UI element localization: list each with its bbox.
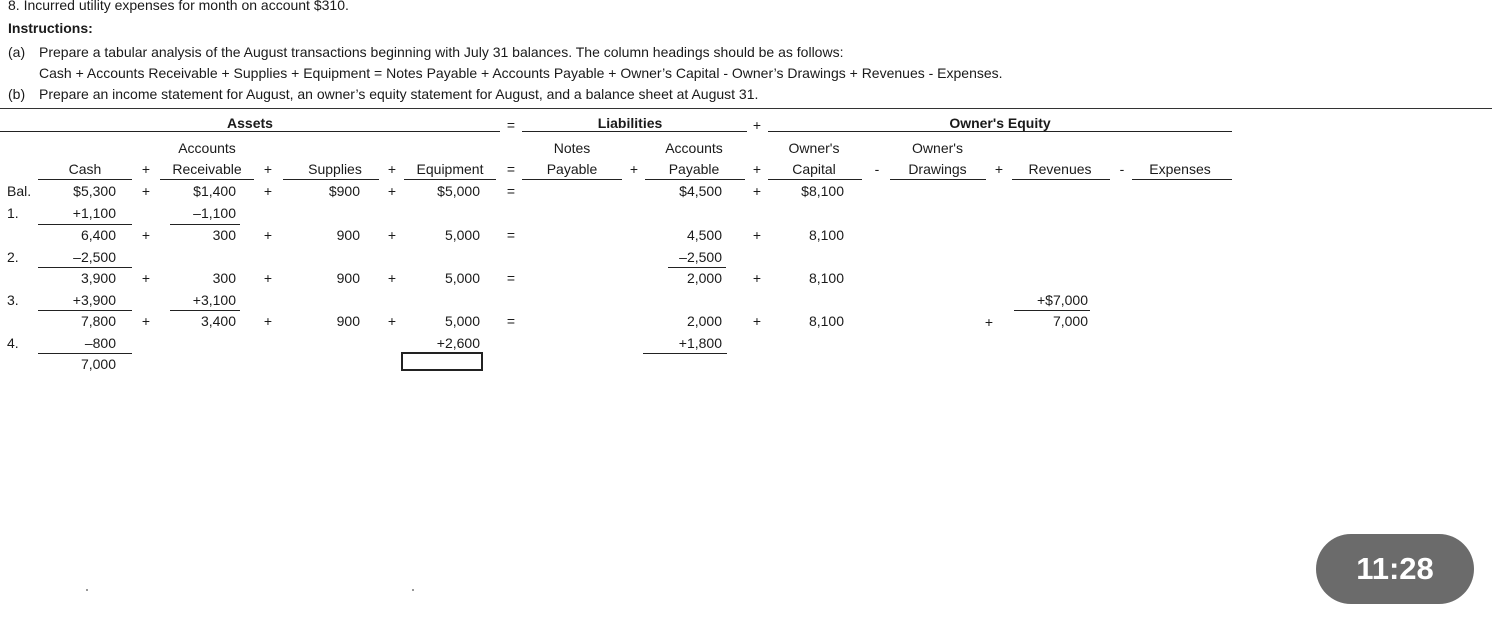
col-np-underline	[522, 179, 622, 180]
op-plus: +	[141, 183, 151, 199]
col-ap-top: Accounts	[665, 140, 723, 156]
op-plus: +	[994, 161, 1004, 177]
section-divider	[0, 108, 1492, 109]
row-label-2: 2.	[7, 249, 19, 265]
speck	[86, 589, 88, 591]
op-plus: +	[141, 161, 151, 177]
assets-heading: Assets	[227, 115, 273, 131]
cell-equipment: +2,600	[436, 335, 480, 351]
col-owners-capital: Capital	[792, 161, 836, 177]
selected-cell-box[interactable]	[401, 352, 483, 371]
op-plus: +	[387, 270, 397, 286]
cell-ap: 2,000	[686, 270, 722, 286]
col-revenues: Revenues	[1028, 161, 1092, 177]
op-plus: +	[141, 313, 151, 329]
col-expenses-underline	[1132, 179, 1232, 180]
col-accounts-payable: Payable	[668, 161, 720, 177]
cell-supplies: 900	[336, 270, 360, 286]
liabilities-underline	[522, 131, 747, 132]
cell-capital: 8,100	[808, 227, 844, 243]
op-plus: +	[263, 313, 273, 329]
cell-cash: 3,900	[80, 270, 116, 286]
op-equals: =	[506, 227, 516, 243]
cell-supplies: 900	[336, 313, 360, 329]
op-plus: +	[752, 161, 762, 177]
op-equals: =	[506, 270, 516, 286]
op-plus: +	[387, 161, 397, 177]
col-ar: Receivable	[172, 161, 242, 177]
col-owners-drawings: Drawings	[908, 161, 967, 177]
op-minus: -	[874, 161, 880, 177]
owners-equity-underline	[768, 131, 1232, 132]
cell-ar: +3,100	[192, 292, 236, 308]
cell-ap: –2,500	[679, 249, 722, 265]
cell-ar: 300	[212, 227, 236, 243]
cell-capital: 8,100	[808, 270, 844, 286]
op-minus: -	[1119, 161, 1125, 177]
op-plus: +	[752, 227, 762, 243]
video-timestamp-badge: 11:28	[1316, 534, 1474, 604]
op-plus: +	[629, 161, 639, 177]
underline	[170, 310, 240, 311]
cell-equipment: 5,000	[444, 227, 480, 243]
cell-ar: 300	[212, 270, 236, 286]
cell-equipment: $5,000	[437, 183, 480, 199]
cell-ap: 4,500	[686, 227, 722, 243]
cell-cash: $5,300	[73, 183, 116, 199]
speck	[412, 589, 414, 591]
part-b-label: (b)	[8, 86, 26, 102]
col-ar-top: Accounts	[178, 140, 236, 156]
instructions-heading: Instructions:	[8, 20, 93, 36]
cell-ap: +1,800	[678, 335, 722, 351]
equals-sign: =	[506, 117, 516, 133]
col-ar-underline	[160, 179, 254, 180]
cell-ar: $1,400	[193, 183, 236, 199]
problem-item-8: 8. Incurred utility expenses for month on account $310.	[8, 0, 349, 13]
col-revenues-underline	[1012, 179, 1110, 180]
cell-cash: 6,400	[80, 227, 116, 243]
underline	[38, 353, 132, 354]
col-supplies: Supplies	[308, 161, 362, 177]
cell-cash: –2,500	[73, 249, 116, 265]
col-cash-underline	[38, 179, 132, 180]
cell-supplies: $900	[328, 183, 360, 199]
part-a-columns: Cash + Accounts Receivable + Supplies + Equipment = Notes Payable + Accounts Payable + Owner’s Capital - Owner’s Drawings + Revenues - Expenses.	[39, 65, 1003, 81]
op-plus: +	[263, 270, 273, 286]
owners-equity-heading: Owner's Equity	[949, 115, 1051, 131]
op-plus: +	[752, 270, 762, 286]
underline	[1014, 310, 1090, 311]
col-equipment-underline	[404, 179, 496, 180]
cell-ar: 3,400	[200, 313, 236, 329]
cell-supplies: 900	[336, 227, 360, 243]
part-a-text: Prepare a tabular analysis of the August transactions beginning with July 31 balances. The column headings should be as follows:	[39, 44, 844, 60]
col-capital-top: Owner's	[788, 140, 840, 156]
op-plus: +	[752, 313, 762, 329]
part-b-text: Prepare an income statement for August, an owner’s equity statement for August, and a balance sheet at August 31.	[39, 86, 759, 102]
cell-revenues: +$7,000	[1037, 292, 1088, 308]
op-plus: +	[387, 183, 397, 199]
col-ap-underline	[645, 179, 745, 180]
underline	[668, 267, 726, 268]
cell-equipment: 5,000	[444, 270, 480, 286]
cell-cash: 7,000	[80, 356, 116, 372]
row-label-3: 3.	[7, 292, 19, 308]
underline	[38, 267, 132, 268]
col-drawings-underline	[890, 179, 986, 180]
op-plus: +	[263, 161, 273, 177]
op-equals: =	[506, 161, 516, 177]
op-plus: +	[141, 227, 151, 243]
col-equipment: Equipment	[416, 161, 484, 177]
liabilities-heading: Liabilities	[597, 115, 663, 131]
part-a-label: (a)	[8, 44, 26, 60]
underline	[643, 353, 727, 354]
plus-sign: +	[752, 117, 762, 133]
col-drawings-top: Owner's	[912, 140, 963, 156]
op-plus: +	[141, 270, 151, 286]
op-plus: +	[984, 314, 994, 330]
col-expenses: Expenses	[1149, 161, 1211, 177]
op-equals: =	[506, 313, 516, 329]
op-plus: +	[752, 183, 762, 199]
underline	[38, 224, 132, 225]
cell-capital: $8,100	[801, 183, 844, 199]
op-plus: +	[263, 227, 273, 243]
op-equals: =	[506, 183, 516, 199]
col-np-top: Notes	[553, 140, 591, 156]
assets-underline	[0, 131, 500, 132]
cell-capital: 8,100	[808, 313, 844, 329]
col-cash: Cash	[68, 161, 102, 177]
cell-cash: +3,900	[72, 292, 116, 308]
op-plus: +	[263, 183, 273, 199]
col-notes-payable: Payable	[546, 161, 598, 177]
op-plus: +	[387, 313, 397, 329]
cell-ap: 2,000	[686, 313, 722, 329]
op-plus: +	[387, 227, 397, 243]
cell-ap: $4,500	[679, 183, 722, 199]
cell-cash: +1,100	[72, 205, 116, 221]
underline	[170, 224, 240, 225]
cell-equipment: 5,000	[444, 313, 480, 329]
row-label-bal: Bal.	[7, 183, 32, 199]
col-supplies-underline	[283, 179, 379, 180]
cell-revenues: 7,000	[1052, 313, 1088, 329]
row-label-4: 4.	[7, 335, 19, 351]
cell-cash: 7,800	[80, 313, 116, 329]
col-capital-underline	[768, 179, 862, 180]
cell-ar: –1,100	[193, 205, 236, 221]
row-label-1: 1.	[7, 205, 19, 221]
underline	[38, 310, 132, 311]
cell-cash: –800	[84, 335, 116, 351]
